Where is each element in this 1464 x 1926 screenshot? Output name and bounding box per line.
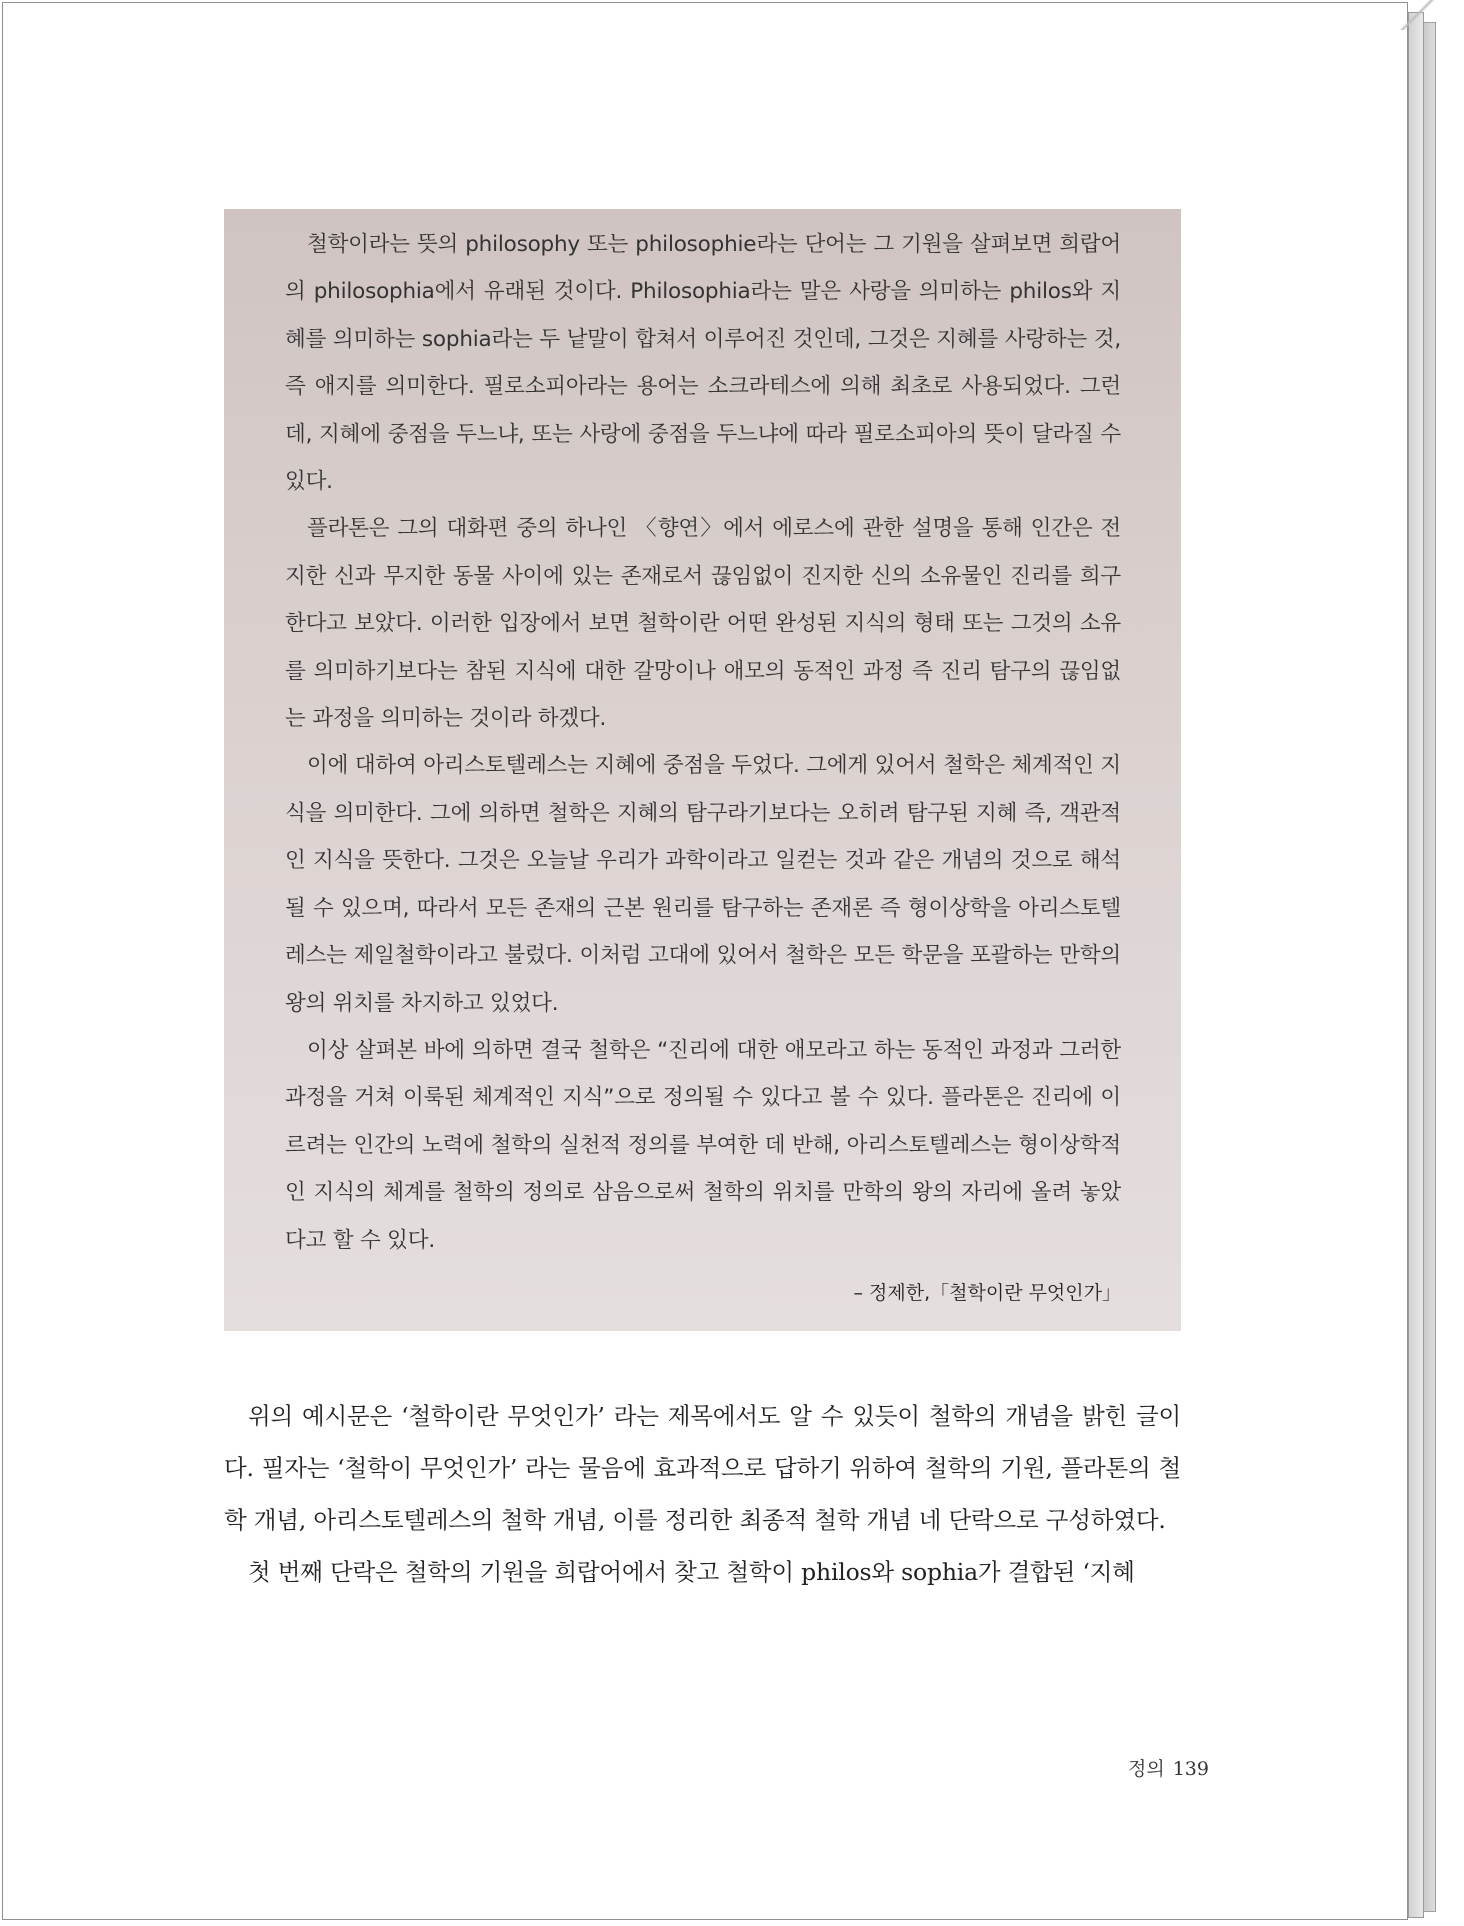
- quote-paragraph-3: [285, 742, 1121, 1026]
- book-edge-back: [1422, 22, 1436, 1912]
- quote-paragraph-4-text: 이상 살펴본 바에 의하면 결국 철학은 “진리에 대한 애모라고 하는 동적인 과정과 그러한 과정을 거쳐 이룩된 체계적인 지식”으로 정의될 수 있다고 볼 수 있다. 플라톤은 진리에 이르려는 인간의 노력에 철학의 실천적 정의를 부여한 데 반해, 아리스토텔레스는 형이상학적인 지식의 체계를 철학의 정의로 삼음으로써 철학의 위치를 만학의 왕의 자리에 올려 놓았다고 할 수 있다.: [285, 1037, 1121, 1253]
- body-paragraph-1-text: 위의 예시문은 ‘철학이란 무엇인가’ 라는 제목에서도 알 수 있듯이 철학의 개념을 밝힌 글이다. 필자는 ‘철학이 무엇인가’ 라는 물음에 효과적으로 답하기 위하여 철학의 기원, 플라톤의 철학 개념, 아리스토텔레스의 철학 개념, 이를 정리한 최종적 철학 개념 네 단락으로 구성하였다.: [224, 1402, 1181, 1534]
- body-paragraph-2-text: 첫 번째 단락은 철학의 기원을 희랍어에서 찾고 철학이 philos와 sophia가 결합된 ‘지혜: [248, 1558, 1135, 1586]
- body-paragraph-2: [224, 1546, 1181, 1598]
- quote-paragraph-2: [285, 505, 1121, 742]
- footer-section: 정의: [1128, 1758, 1165, 1780]
- page-corner-shadow: [1400, 0, 1434, 30]
- quote-source: – 정제한,「철학이란 무엇인가」: [853, 1281, 1121, 1304]
- page-footer: [1128, 1754, 1217, 1781]
- body-paragraph-1: [224, 1390, 1181, 1546]
- quote-paragraph-2-text: 플라톤은 그의 대화편 중의 하나인 〈향연〉에서 에로스에 관한 설명을 통해 인간은 전지한 신과 무지한 동물 사이에 있는 존재로서 끊임없이 진지한 신의 소유물인 진리를 희구한다고 보았다. 이러한 입장에서 보면 철학이란 어떤 완성된 지식의 형태 또는 그것의 소유를 의미하기보다는 참된 지식에 대한 갈망이나 애모의 동적인 과정 즉 진리 탐구의 끊임없는 과정을 의미하는 것이라 하겠다.: [285, 516, 1121, 732]
- quote-box: [224, 209, 1181, 1331]
- book-edge-front: [1408, 12, 1424, 1918]
- body-text: [224, 1390, 1181, 1598]
- quote-paragraph-1-text: 철학이라는 뜻의 philosophy 또는 philosophie라는 단어는 그 기원을 살펴보면 희랍어의 philosophia에서 유래된 것이다. Philosophia라는 말은 사랑을 의미하는 philos와 지혜를 의미하는 sophia라는 두 낱말이 합쳐서 이루어진 것인데, 그것은 지혜를 사랑하는 것, 즉 애지를 의미한다. 필로소피아라는 용어는 소크라테스에 의해 최초로 사용되었다. 그런데, 지혜에 중점을 두느냐, 또는 사랑에 중점을 두느냐에 따라 필로소피아의 뜻이 달라질 수 있다.: [285, 232, 1121, 495]
- page-number: 139: [1172, 1758, 1209, 1780]
- quote-paragraph-1: [285, 221, 1121, 505]
- quote-paragraph-3-text: 이에 대하여 아리스토텔레스는 지혜에 중점을 두었다. 그에게 있어서 철학은 체계적인 지식을 의미한다. 그에 의하면 철학은 지혜의 탐구라기보다는 오히려 탐구된 지혜 즉, 객관적인 지식을 뜻한다. 그것은 오늘날 우리가 과학이라고 일컫는 것과 같은 개념의 것으로 해석될 수 있으며, 따라서 모든 존재의 근본 원리를 탐구하는 존재론 즉 형이상학을 아리스토텔레스는 제일철학이라고 불렀다. 이처럼 고대에 있어서 철학은 모든 학문을 포괄하는 만학의 왕의 위치를 차지하고 있었다.: [285, 753, 1121, 1016]
- quote-paragraph-4: [285, 1027, 1121, 1264]
